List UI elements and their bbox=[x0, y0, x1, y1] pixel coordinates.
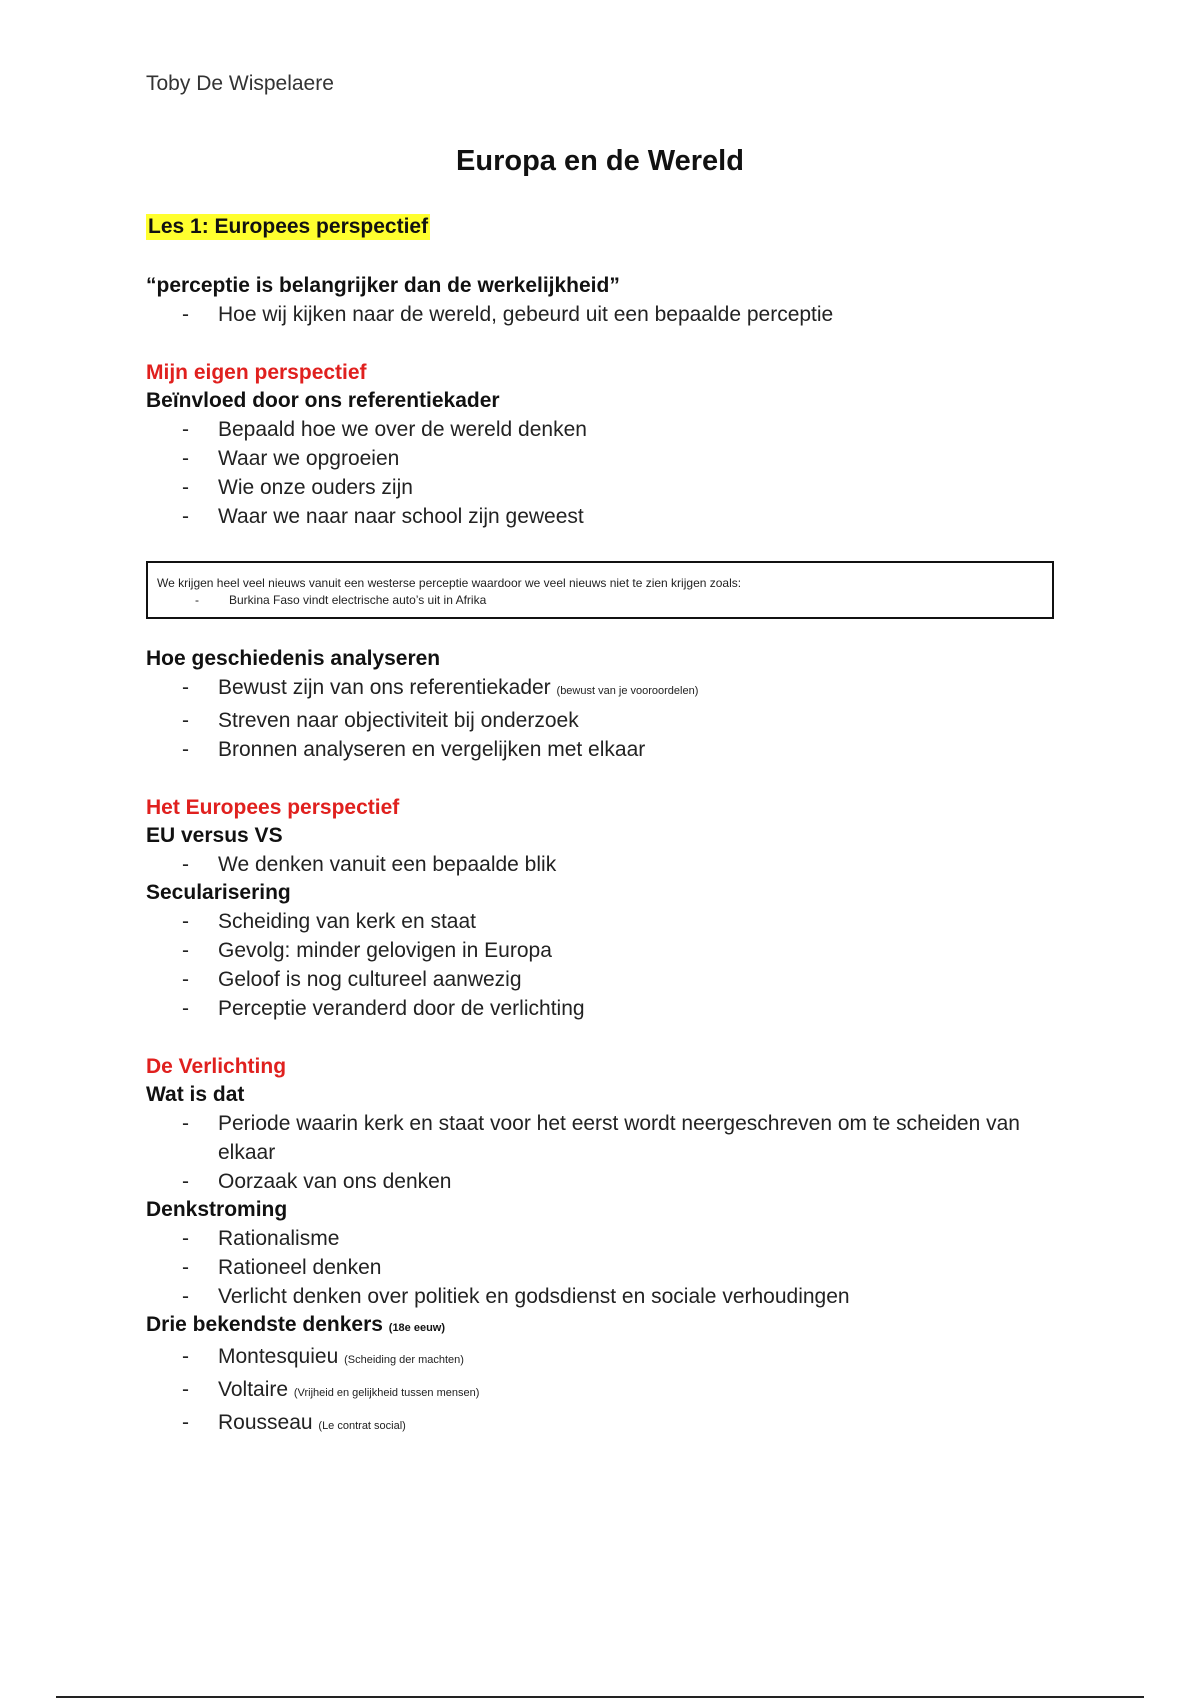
geschiedenis-list bbox=[146, 673, 1066, 764]
document-body bbox=[146, 272, 1066, 1441]
list-item: - Geloof is nog cultureel aanwezig bbox=[182, 968, 522, 991]
list-item: - Waar we naar naar school zijn geweest bbox=[182, 505, 584, 528]
list-item: - Gevolg: minder gelovigen in Europa bbox=[182, 939, 552, 962]
subheading-geschiedenis: Hoe geschiedenis analyseren bbox=[146, 647, 441, 670]
denkers-list bbox=[146, 1342, 1066, 1441]
wat-is-dat-list bbox=[146, 1109, 1066, 1196]
inline-note: (Scheiding der machten) bbox=[344, 1354, 464, 1366]
list-item: - Oorzaak van ons denken bbox=[182, 1170, 452, 1193]
subheading-referentiekader: Beïnvloed door ons referentiekader bbox=[146, 389, 500, 412]
inline-note: (bewust van je vooroordelen) bbox=[556, 685, 699, 697]
secularisering-list bbox=[146, 907, 1066, 1023]
page-bottom-rule bbox=[56, 1696, 1144, 1698]
list-item: - Rousseau (Le contrat social) bbox=[182, 1411, 406, 1434]
list-item: - Montesquieu (Scheiding der machten) bbox=[182, 1345, 464, 1368]
subheading-secularisering: Secularisering bbox=[146, 881, 291, 904]
list-item: - Rationalisme bbox=[182, 1227, 340, 1250]
list-item: - Waar we opgroeien bbox=[182, 447, 400, 470]
author-name: Toby De Wispelaere bbox=[146, 72, 334, 95]
list-item: - Voltaire (Vrijheid en gelijkheid tussen mensen) bbox=[182, 1378, 480, 1401]
list-item: - Periode waarin kerk en staat voor het eerst wordt neergeschreven om te scheiden van elkaar bbox=[182, 1112, 1020, 1164]
eu-vs-list bbox=[146, 850, 1066, 879]
note-box-item: - Burkina Faso vindt electrische auto’s uit in Afrika bbox=[195, 593, 487, 607]
subheading-eu-vs: EU versus VS bbox=[146, 824, 283, 847]
subheading-wat-is-dat: Wat is dat bbox=[146, 1083, 245, 1106]
list-item: - Perceptie veranderd door de verlichting bbox=[182, 997, 585, 1020]
list-item: - Bepaald hoe we over de wereld denken bbox=[182, 418, 587, 441]
section-heading-europees-perspectief: Het Europees perspectief bbox=[146, 796, 400, 819]
inline-note: (Le contrat social) bbox=[318, 1420, 406, 1432]
lesson-heading: Les 1: Europees perspectief bbox=[148, 215, 429, 238]
section-heading-eigen-perspectief: Mijn eigen perspectief bbox=[146, 361, 367, 384]
quote-list bbox=[146, 300, 1066, 329]
list-item: - Rationeel denken bbox=[182, 1256, 382, 1279]
subheading-denkstroming: Denkstroming bbox=[146, 1198, 288, 1221]
list-item: - Verlicht denken over politiek en godsdienst en sociale verhoudingen bbox=[182, 1285, 850, 1308]
section-heading-verlichting: De Verlichting bbox=[146, 1055, 287, 1078]
referentiekader-list bbox=[146, 415, 1066, 531]
document-title: Europa en de Wereld bbox=[456, 145, 744, 177]
quote-heading: “perceptie is belangrijker dan de werkelijkheid” bbox=[146, 274, 620, 297]
list-item: - Hoe wij kijken naar de wereld, gebeurd uit een bepaalde perceptie bbox=[182, 303, 834, 326]
note-box bbox=[146, 561, 1054, 619]
inline-note: (Vrijheid en gelijkheid tussen mensen) bbox=[293, 1387, 480, 1399]
denkstroming-list bbox=[146, 1224, 1066, 1311]
list-item: - Streven naar objectiviteit bij onderzoek bbox=[182, 709, 579, 732]
subheading-denkers: Drie bekendste denkers (18e eeuw) bbox=[146, 1313, 446, 1336]
list-item: - Bewust zijn van ons referentiekader (bewust van je vooroordelen) bbox=[182, 676, 699, 699]
inline-note: (18e eeuw) bbox=[388, 1322, 446, 1334]
list-item: - Wie onze ouders zijn bbox=[182, 476, 413, 499]
list-item: - We denken vanuit een bepaalde blik bbox=[182, 853, 557, 876]
list-item: - Bronnen analyseren en vergelijken met elkaar bbox=[182, 738, 646, 761]
note-box-text: We krijgen heel veel nieuws vanuit een westerse perceptie waardoor we veel nieuws niet te zien krijgen zoals: bbox=[157, 576, 742, 590]
list-item: - Scheiding van kerk en staat bbox=[182, 910, 476, 933]
